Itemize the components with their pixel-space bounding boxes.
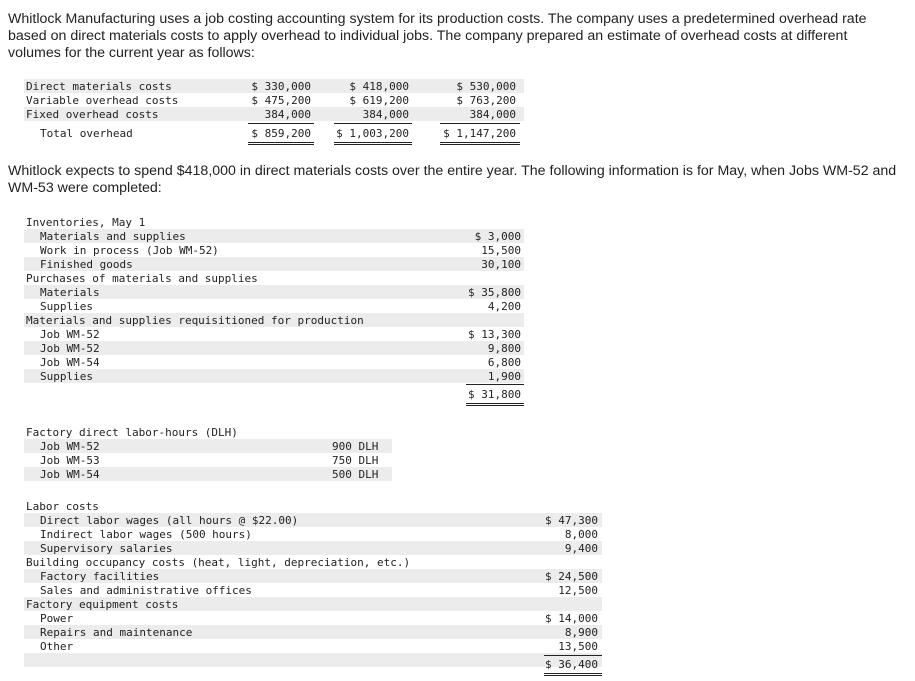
row-label: Job WM-52 <box>40 328 100 341</box>
table-cell: $ 475,200 <box>251 94 311 107</box>
row-label: Work in process (Job WM-52) <box>40 244 219 257</box>
table-cell: 384,000 <box>469 108 516 121</box>
section-heading: Inventories, May 1 <box>26 216 146 229</box>
row-value: 500 DLH <box>332 468 379 481</box>
row-label: Sales and administrative offices <box>40 584 252 597</box>
row-value: 6,800 <box>487 356 521 369</box>
row-label: Other <box>40 640 74 653</box>
row-label: Indirect labor wages (500 hours) <box>40 528 252 541</box>
section-heading: Purchases of materials and supplies <box>26 272 258 285</box>
row-label: Materials <box>40 286 100 299</box>
row-label: Job WM-54 <box>40 468 100 481</box>
row-value: 8,900 <box>564 626 598 639</box>
row-value: 750 DLH <box>332 454 379 467</box>
section-heading: Factory equipment costs <box>26 598 179 611</box>
row-band <box>24 369 524 383</box>
table-cell: $ 859,200 <box>251 127 311 140</box>
section-heading: Labor costs <box>26 500 99 513</box>
underline <box>544 655 602 656</box>
row-value: 30,100 <box>481 258 521 271</box>
double-underline <box>334 142 412 143</box>
table-cell: 384,000 <box>362 108 409 121</box>
row-label: Supplies <box>40 300 93 313</box>
row-label: Job WM-52 <box>40 440 100 453</box>
table-cell: $ 763,200 <box>456 94 516 107</box>
row-value: $ 14,000 <box>545 612 598 625</box>
row-value: $ 24,500 <box>545 570 598 583</box>
row-label: Job WM-54 <box>40 356 100 369</box>
table-cell: 384,000 <box>264 108 311 121</box>
row-value: 900 DLH <box>332 440 379 453</box>
underline <box>440 123 520 124</box>
underline <box>466 384 524 385</box>
row-label: Job WM-53 <box>40 454 100 467</box>
double-underline <box>544 675 602 676</box>
double-underline <box>544 673 602 674</box>
table-cell: $ 619,200 <box>349 94 409 107</box>
row-value: 12,500 <box>558 584 598 597</box>
row-label: Power <box>40 612 74 625</box>
row-value: $ 13,300 <box>468 328 521 341</box>
row-value: 4,200 <box>487 300 521 313</box>
row-value: 8,000 <box>564 528 598 541</box>
row-value: $ 47,300 <box>545 514 598 527</box>
section-heading: Factory direct labor-hours (DLH) <box>26 426 238 439</box>
row-label: Repairs and maintenance <box>40 626 193 639</box>
equipment-total: $ 36,400 <box>545 658 598 671</box>
row-label: Total overhead <box>40 127 133 140</box>
row-label: Direct materials costs <box>26 80 172 93</box>
double-underline <box>334 144 412 145</box>
row-label: Supplies <box>40 370 93 383</box>
row-label: Direct labor wages (all hours @ $22.00) <box>40 514 299 527</box>
table-cell: $ 530,000 <box>456 80 516 93</box>
row-value: 9,800 <box>487 342 521 355</box>
double-underline <box>466 403 524 404</box>
row-value: $ 35,800 <box>468 286 521 299</box>
row-band <box>24 653 602 667</box>
middle-paragraph: Whitlock expects to spend $418,000 in direct materials costs over the entire year. The following information is for May, when Jobs WM-52 and WM-53 were completed: <box>8 163 897 196</box>
row-value: 13,500 <box>558 640 598 653</box>
table-cell: $ 330,000 <box>251 80 311 93</box>
table-cell: $ 1,003,200 <box>336 127 409 140</box>
section-heading: Materials and supplies requisitioned for production <box>26 314 364 327</box>
table-cell: $ 418,000 <box>349 80 409 93</box>
row-value: 15,500 <box>481 244 521 257</box>
double-underline <box>248 142 314 143</box>
row-label: Job WM-52 <box>40 342 100 355</box>
table-cell: $ 1,147,200 <box>443 127 516 140</box>
row-value: 1,900 <box>487 370 521 383</box>
row-label: Supervisory salaries <box>40 542 173 555</box>
intro-paragraph: Whitlock Manufacturing uses a job costing accounting system for its production costs. The company uses a predetermined overhead rate based on direct materials costs to apply overhead to individual jobs. The company prepared an estimate of overhead costs at different volumes for the current year as follows: <box>8 11 867 61</box>
row-label: Finished goods <box>40 258 133 271</box>
double-underline <box>440 144 520 145</box>
row-value: $ 3,000 <box>474 230 521 243</box>
double-underline <box>248 144 314 145</box>
row-label: Factory facilities <box>40 570 160 583</box>
row-value: 9,400 <box>564 542 598 555</box>
underline <box>334 123 412 124</box>
row-label: Variable overhead costs <box>26 94 179 107</box>
requisitions-total: $ 31,800 <box>468 388 521 401</box>
double-underline <box>466 405 524 406</box>
underline <box>248 123 314 124</box>
row-label: Materials and supplies <box>40 230 186 243</box>
section-heading: Building occupancy costs (heat, light, depreciation, etc.) <box>26 556 411 569</box>
row-label: Fixed overhead costs <box>26 108 159 121</box>
double-underline <box>440 142 520 143</box>
